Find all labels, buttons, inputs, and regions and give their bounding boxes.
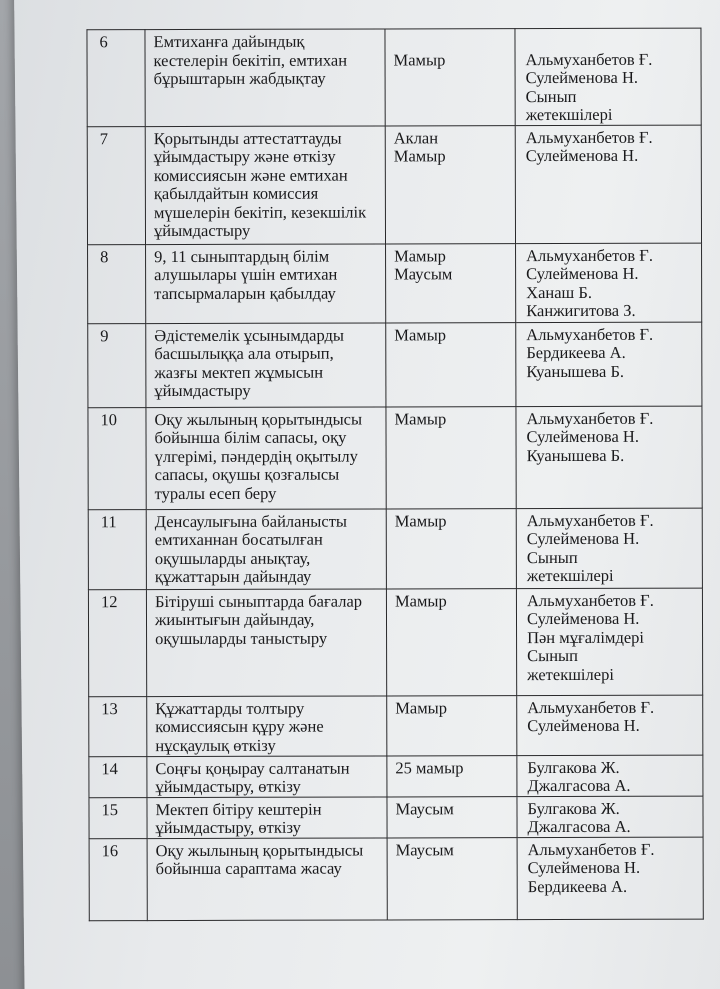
responsible-cell xyxy=(515,28,701,125)
responsible-line: Сулейменова Н. xyxy=(526,608,640,629)
responsible-line: Бердикеева А. xyxy=(526,342,626,363)
responsible-line: Альмуханбетов Ғ. xyxy=(526,510,654,530)
responsible-line: Ханаш Б. xyxy=(526,282,592,302)
responsible-line: Альмуханбетов Ғ. xyxy=(526,408,654,428)
table-row xyxy=(88,588,702,697)
date-line: Мамыр xyxy=(394,590,447,610)
row-number: 8 xyxy=(88,244,146,323)
responsible-cell xyxy=(515,125,701,243)
task-cell xyxy=(147,755,387,797)
responsible-line: Альмуханбетов Ғ. xyxy=(525,49,653,69)
responsible-cell xyxy=(517,837,703,919)
task-line: 9, 11 сыныптардың білім xyxy=(154,246,330,266)
task-line: құжаттарын дайындау xyxy=(154,566,312,587)
task-line: комиссиясын құру және xyxy=(155,716,324,737)
responsible-line: Куанышева Б. xyxy=(526,445,625,465)
task-line: бойынша сараптама жасау xyxy=(155,858,342,879)
task-cell xyxy=(146,406,386,509)
task-cell xyxy=(146,588,386,696)
responsible-cell xyxy=(517,695,703,755)
responsible-line: Альмуханбетов Ғ. xyxy=(525,127,653,147)
responsible-cell xyxy=(516,508,702,588)
task-line: бойынша білім сапасы, оқу xyxy=(154,427,347,448)
task-line: ұйымдастыру, өткізу xyxy=(155,817,301,838)
task-line: Қорытынды аттестаттауды xyxy=(153,128,342,148)
date-line: Маусым xyxy=(395,839,454,859)
row-number: 13 xyxy=(89,696,147,756)
responsible-line: Альмуханбетов Ғ. xyxy=(526,245,653,265)
task-cell xyxy=(145,125,385,244)
schedule-table xyxy=(86,28,703,921)
date-line: Мамыр xyxy=(395,697,448,717)
responsible-cell xyxy=(516,322,702,406)
responsible-line: Альмуханбетов Ғ. xyxy=(527,697,655,717)
task-line: алушылары үшін емтихан xyxy=(154,264,338,285)
date-cell xyxy=(387,837,517,919)
responsible-line: Сулейменова Н. xyxy=(525,67,639,88)
responsible-line: жетекшілері xyxy=(525,104,613,125)
responsible-cell xyxy=(516,243,702,322)
responsible-line: Сынып xyxy=(525,86,577,106)
task-line: ұйымдастыру және өткізу xyxy=(153,146,336,167)
row-number: 14 xyxy=(89,756,147,797)
task-cell xyxy=(147,695,387,756)
task-line: кестелерін бекітіп, емтихан xyxy=(153,50,348,70)
task-line: Емтиханға дайындық xyxy=(153,31,305,52)
responsible-line: Сулейменова Н. xyxy=(525,145,639,166)
responsible-line: Джалгасова А. xyxy=(527,816,631,837)
task-cell xyxy=(145,29,385,126)
task-line: Денсаулығына байланысты xyxy=(154,511,348,531)
responsible-line: Сулейменова Н. xyxy=(526,426,639,447)
responsible-line xyxy=(525,32,696,51)
task-line: комиссиясын және емтихан xyxy=(153,165,348,185)
table-row xyxy=(89,837,703,921)
table-row xyxy=(88,243,702,324)
task-line: Оқу жылының қорытындысы xyxy=(154,409,363,429)
responsible-line: Бердикеева А. xyxy=(527,876,628,896)
responsible-line: Сынып xyxy=(527,645,578,666)
responsible-line: Сулейменова Н. xyxy=(526,263,639,284)
row-number: 9 xyxy=(88,323,146,407)
task-line: емтиханнан босатылған xyxy=(154,529,323,550)
responsible-line: Сулейменова Н. xyxy=(527,857,641,878)
row-number: 15 xyxy=(89,797,147,838)
task-line: жазғы мектеп жұмысын xyxy=(154,362,324,382)
date-cell xyxy=(386,508,516,588)
paper-sheet xyxy=(14,0,720,989)
date-line: Мамыр xyxy=(394,245,446,265)
responsible-line: Джалгасова А. xyxy=(527,775,631,796)
responsible-line: Сынып xyxy=(526,547,578,567)
date-line: Маусым xyxy=(395,798,454,818)
responsible-cell xyxy=(516,588,702,695)
row-number: 7 xyxy=(87,126,145,244)
task-line: Оқу жылының қорытындысы xyxy=(155,840,364,860)
date-cell xyxy=(386,322,516,406)
responsible-line: Сулейменова Н. xyxy=(526,528,640,549)
row-number: 16 xyxy=(89,838,147,920)
task-line: сапасы, оқушы қозғалысы xyxy=(154,464,340,485)
row-number: 10 xyxy=(88,407,146,509)
task-line: нұсқаулық өткізу xyxy=(155,735,276,755)
date-line xyxy=(393,32,510,51)
task-line: Мектеп бітіру кештерін xyxy=(155,799,322,819)
table-row xyxy=(87,28,701,126)
date-line: Мамыр xyxy=(394,324,447,344)
responsible-cell xyxy=(516,406,702,508)
task-line: ұйымдастыру xyxy=(153,220,251,241)
task-line: тапсырмаларын қабылдау xyxy=(154,283,336,303)
date-cell xyxy=(385,125,515,243)
date-line: Аклан xyxy=(393,127,439,147)
date-line: 25 мамыр xyxy=(395,757,464,777)
row-number: 11 xyxy=(88,509,146,589)
date-cell xyxy=(386,588,516,695)
responsible-cell xyxy=(517,796,703,837)
date-line: Мамыр xyxy=(393,49,446,69)
task-cell xyxy=(147,796,387,838)
table-row xyxy=(88,406,702,510)
date-line: Мамыр xyxy=(394,510,447,530)
task-line: жиынтығын дайындау, xyxy=(154,609,315,630)
date-line: Мамыр xyxy=(393,146,446,166)
date-cell xyxy=(387,695,517,755)
task-line: Соңғы қоңырау салтанатын xyxy=(155,758,350,778)
date-line: Мамыр xyxy=(394,408,447,428)
responsible-line: Пән мұғалімдері xyxy=(527,627,645,647)
date-cell xyxy=(386,243,516,322)
responsible-line: жетекшілері xyxy=(527,664,614,684)
task-line: ұйымдастыру, өткізу xyxy=(155,776,301,797)
table-row xyxy=(87,125,701,245)
row-number: 6 xyxy=(87,30,145,127)
task-cell xyxy=(146,508,386,589)
date-cell xyxy=(387,796,517,837)
responsible-line: Булгакова Ж. xyxy=(527,757,620,777)
task-cell xyxy=(147,837,387,920)
table-row xyxy=(89,695,703,757)
table-row xyxy=(88,508,702,590)
row-number: 12 xyxy=(88,589,146,696)
responsible-line: Альмуханбетов Ғ. xyxy=(526,324,654,344)
task-line: Әдістемелік ұсынымдарды xyxy=(154,325,345,345)
date-cell xyxy=(387,755,517,796)
task-cell xyxy=(146,243,386,323)
responsible-line: Булгакова Ж. xyxy=(527,798,620,818)
date-cell xyxy=(385,29,515,126)
responsible-line: Канжигитова З. xyxy=(526,300,636,321)
schedule-table-body xyxy=(87,28,703,920)
responsible-line: Альмуханбетов Ғ. xyxy=(527,839,655,859)
responsible-line: жетекшілері xyxy=(526,565,614,586)
responsible-line: Куанышева Б. xyxy=(526,361,625,381)
task-line: үлгерімі, пәндердің оқытылу xyxy=(154,446,358,466)
task-line: басшылыққа ала отырып, xyxy=(154,343,334,364)
task-line: туралы есеп беру xyxy=(154,483,277,503)
task-line: оқушыларды анықтау, xyxy=(154,548,311,568)
task-line: мүшелерін бекітіп, кезекшілік xyxy=(153,202,367,222)
task-line: ұйымдастыру xyxy=(154,380,251,401)
table-row xyxy=(89,755,703,798)
task-cell xyxy=(146,322,386,407)
table-row xyxy=(89,796,703,839)
task-line: Бітіруші сыныптарда бағалар xyxy=(154,591,363,611)
date-line: Маусым xyxy=(394,264,453,284)
task-line: оқушыларды таныстыру xyxy=(155,628,328,648)
table-row xyxy=(88,322,702,408)
responsible-line: Сулейменова Н. xyxy=(527,715,640,736)
date-cell xyxy=(386,406,516,508)
task-line: қабылдайтын комиссия xyxy=(153,183,319,204)
responsible-cell xyxy=(517,755,703,796)
task-line: бұрыштарын жабдықтау xyxy=(153,68,326,89)
responsible-line: Альмуханбетов Ғ. xyxy=(526,590,654,610)
task-line: Құжаттарды толтыру xyxy=(155,698,305,718)
